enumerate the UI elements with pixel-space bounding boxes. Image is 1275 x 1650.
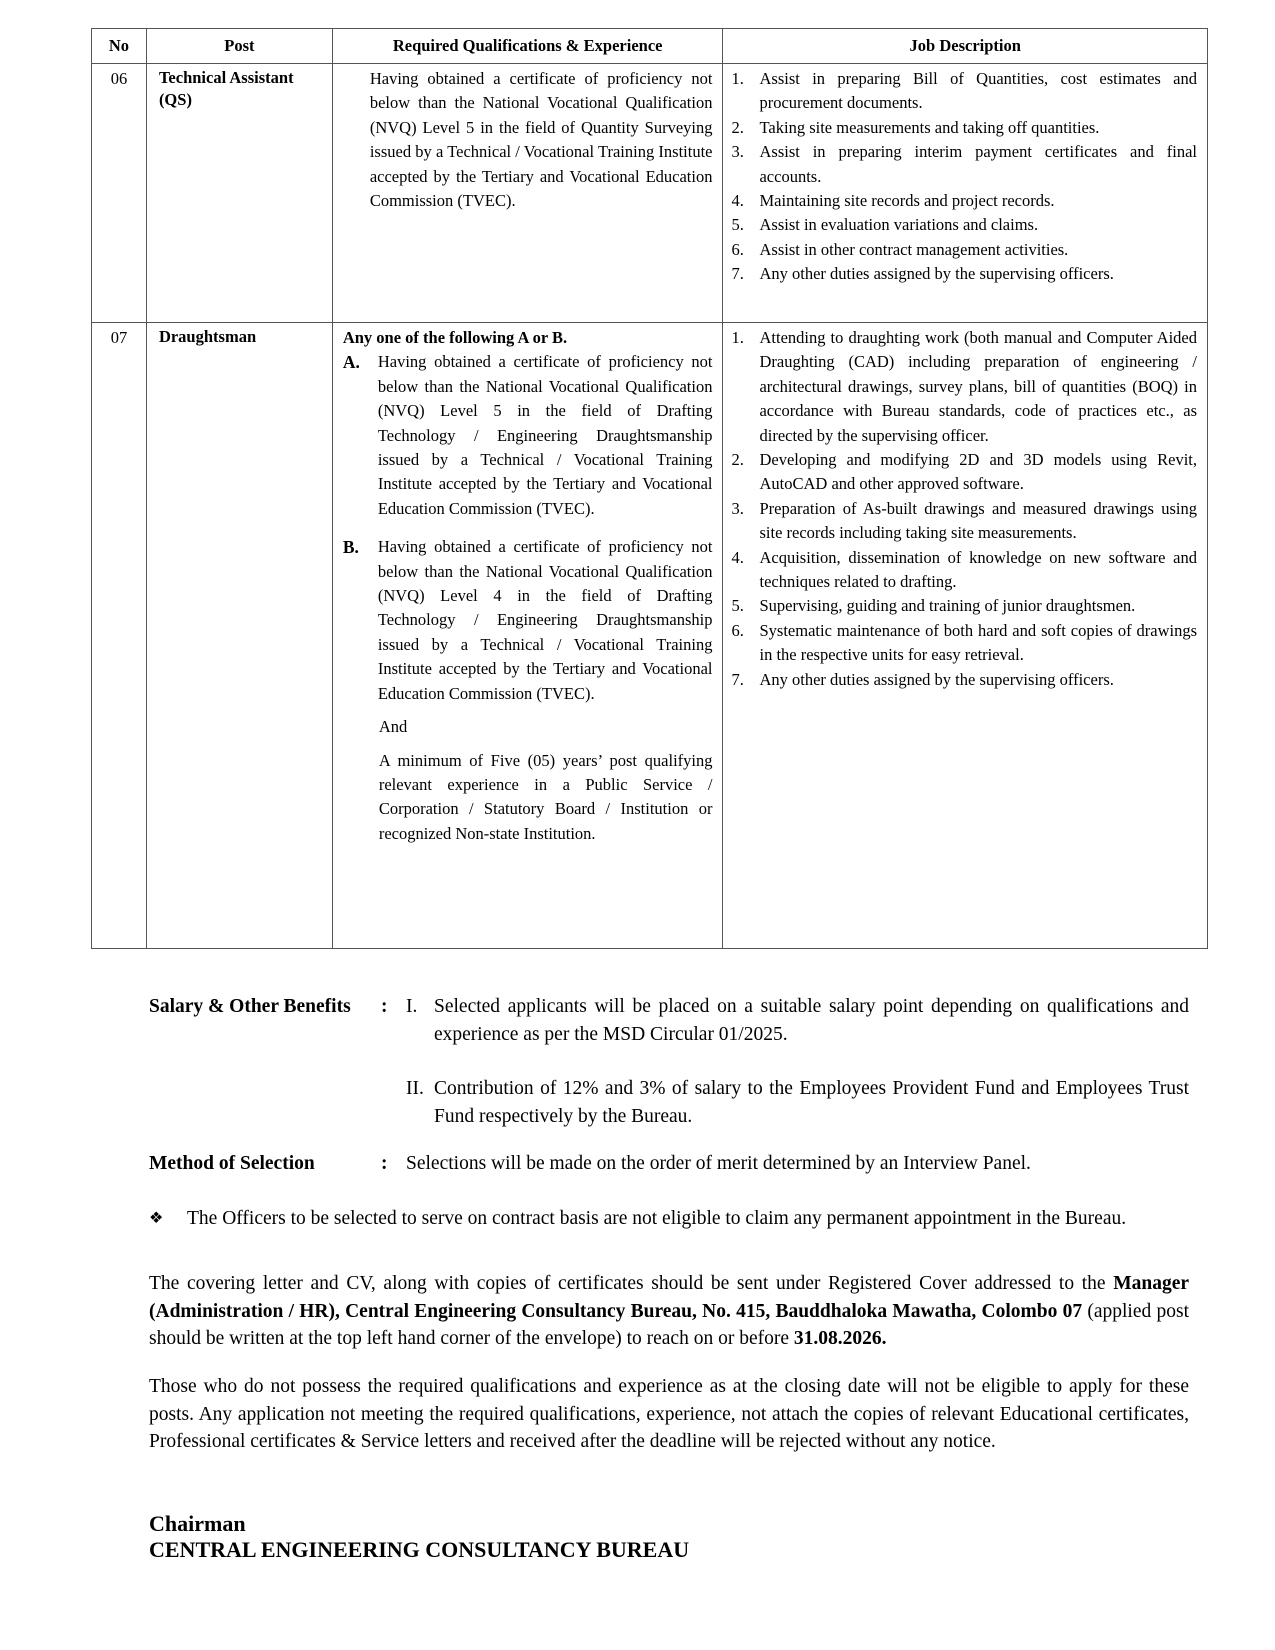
item-text: Taking site measurements and taking off quantities. bbox=[759, 117, 1100, 137]
qualification-heading: Any one of the following A or B. bbox=[342, 328, 568, 347]
selection-text: Selections will be made on the order of merit determined by an Interview Panel. bbox=[406, 1153, 1031, 1174]
row-number: 07 bbox=[92, 323, 147, 949]
qualification-cell bbox=[332, 64, 723, 323]
signature-org: CENTRAL ENGINEERING CONSULTANCY BUREAU bbox=[149, 1537, 690, 1562]
option-a bbox=[343, 350, 713, 521]
submission-text-2: (applied post should be written at the top left hand corner of the envelope) to reach on or before bbox=[149, 1300, 1189, 1349]
header-no: No bbox=[92, 29, 147, 64]
item-number: 2. bbox=[731, 450, 744, 470]
item-number: II. bbox=[406, 1078, 424, 1099]
selection-text-wrap bbox=[406, 1150, 1189, 1178]
item-text: Supervising, guiding and training of junior draughtsmen. bbox=[759, 596, 1136, 616]
item-text: Assist in evaluation variations and claims. bbox=[759, 215, 1039, 235]
header-qualifications: Required Qualifications & Experience bbox=[332, 29, 723, 64]
option-text: Having obtained a certificate of proficiency not below than the National Vocational Qualification (NVQ) Level 5 in the field of Drafting Technology / Engineering Draughtsmanship issued by a Technical / Vocational Training Institute accepted by the Tertiary and Vocational Education Commission (TVEC). bbox=[377, 352, 713, 518]
item-number: 4. bbox=[731, 191, 744, 211]
table-row bbox=[92, 64, 1208, 323]
item-number: 1. bbox=[731, 328, 744, 347]
item-text: Contribution of 12% and 3% of salary to the Employees Provident Fund and Employees Trust Fund respectively by the Bureau. bbox=[434, 1078, 1189, 1127]
submission-text-1: The covering letter and CV, along with copies of certificates should be sent under Registered Cover addressed to the bbox=[149, 1273, 1114, 1294]
list-item bbox=[731, 67, 1197, 116]
item-text: Assist in preparing interim payment certificates and final accounts. bbox=[759, 142, 1197, 186]
list-item bbox=[731, 546, 1197, 595]
and-connector: And bbox=[378, 717, 408, 737]
salary-item bbox=[406, 1075, 1189, 1130]
submission-address: Manager (Administration / HR), Central Engineering Consultancy Bureau, No. 415, Bauddhaloka Mawatha, Colombo 07 bbox=[149, 1273, 1189, 1322]
item-text: Any other duties assigned by the supervising officers. bbox=[759, 669, 1114, 689]
item-text: Maintaining site records and project records. bbox=[759, 191, 1055, 211]
list-item bbox=[731, 326, 1197, 448]
selection-label: Method of Selection bbox=[149, 1153, 315, 1174]
item-number: 6. bbox=[731, 239, 744, 259]
item-number: 6. bbox=[731, 620, 744, 640]
note-text: The Officers to be selected to serve on contract basis are not eligible to claim any permanent appointment in the Bureau. bbox=[187, 1208, 1127, 1229]
selection-colon: : bbox=[381, 1153, 388, 1174]
list-item bbox=[731, 594, 1197, 618]
salary-label: Salary & Other Benefits bbox=[149, 996, 351, 1017]
item-text: Attending to draughting work (both manual and Computer Aided Draughting (CAD) including preparation of engineering / architectural drawings, survey plans, bill of quantities (BOQ) in accordance with Bureau standards, code of practices etc., as directed by the supervising officer. bbox=[759, 328, 1197, 445]
list-item bbox=[731, 262, 1197, 286]
posts-table bbox=[91, 28, 1208, 949]
qualification-cell bbox=[332, 323, 723, 949]
qualification-text: Having obtained a certificate of proficiency not below than the National Vocational Qualification (NVQ) Level 5 in the field of Quantity Surveying issued by a Technical / Vocational Training Institute accepted by the Tertiary and Vocational Education Commission (TVEC). bbox=[369, 69, 713, 211]
post-title: Draughtsman bbox=[146, 323, 332, 949]
item-number: 5. bbox=[731, 215, 744, 235]
item-text: Acquisition, dissemination of knowledge on new software and techniques related to drafting. bbox=[759, 547, 1197, 592]
header-post: Post bbox=[146, 29, 332, 64]
experience-requirement: A minimum of Five (05) years’ post qualifying relevant experience in a Public Service / Corporation / Statutory Board / Institution or recognized Non-state Institution. bbox=[378, 750, 713, 843]
item-number: 3. bbox=[731, 498, 744, 518]
option-b bbox=[343, 535, 713, 706]
duties-list bbox=[731, 326, 1197, 692]
row-number: 06 bbox=[92, 64, 147, 323]
item-text: Preparation of As-built drawings and measured drawings using site records including taking site measurements. bbox=[759, 498, 1197, 543]
item-text: Developing and modifying 2D and 3D models using Revit, AutoCAD and other approved software. bbox=[759, 450, 1197, 494]
option-letter: A. bbox=[342, 352, 360, 373]
item-number: I. bbox=[406, 996, 418, 1017]
item-text: Assist in preparing Bill of Quantities, cost estimates and procurement documents. bbox=[759, 69, 1197, 113]
post-title: Technical Assistant (QS) bbox=[146, 64, 332, 323]
job-description-cell bbox=[723, 323, 1208, 949]
item-number: 5. bbox=[731, 596, 744, 616]
item-text: Any other duties assigned by the supervising officers. bbox=[759, 264, 1114, 284]
list-item bbox=[731, 189, 1197, 213]
table-header-row bbox=[92, 29, 1208, 64]
list-item bbox=[731, 497, 1197, 546]
signature-title: Chairman bbox=[149, 1511, 246, 1536]
item-number: 1. bbox=[731, 69, 744, 88]
list-item bbox=[731, 668, 1197, 692]
list-item bbox=[731, 619, 1197, 668]
option-letter: B. bbox=[342, 537, 359, 558]
list-item bbox=[731, 140, 1197, 189]
header-job-description: Job Description bbox=[723, 29, 1208, 64]
submission-paragraph bbox=[149, 1270, 1189, 1353]
option-text: Having obtained a certificate of proficiency not below than the National Vocational Qualification (NVQ) Level 4 in the field of Drafting Technology / Engineering Draughtsmanship issued by a Technical / Vocational Training Institute accepted by the Tertiary and Vocational Education Commission (TVEC). bbox=[377, 537, 713, 703]
item-number: 4. bbox=[731, 547, 744, 567]
item-text: Selected applicants will be placed on a suitable salary point depending on qualifications and experience as per the MSD Circular 01/2025. bbox=[434, 996, 1189, 1045]
duties-list bbox=[731, 67, 1197, 287]
submission-deadline: 31.08.2026. bbox=[793, 1328, 887, 1349]
item-number: 7. bbox=[731, 669, 744, 689]
list-item bbox=[731, 238, 1197, 262]
job-description-cell bbox=[723, 64, 1208, 323]
item-number: 3. bbox=[731, 142, 744, 162]
list-item bbox=[731, 448, 1197, 497]
contract-note bbox=[149, 1205, 1126, 1233]
item-number: 2. bbox=[731, 117, 744, 137]
diamond-bullet-icon: ❖ bbox=[149, 1210, 164, 1227]
list-item bbox=[731, 213, 1197, 237]
item-text: Systematic maintenance of both hard and soft copies of drawings in the respective units for easy retrieval. bbox=[759, 620, 1197, 665]
list-item bbox=[731, 116, 1197, 140]
salary-item bbox=[406, 993, 1189, 1048]
eligibility-paragraph: Those who do not possess the required qualifications and experience as at the closing date will not be eligible to apply for these posts. Any application not meeting the required qualifications, experience, not attach the copies of relevant Educational certificates, Professional certificates & Service letters and received after the deadline will be rejected without any notice. bbox=[149, 1376, 1189, 1452]
item-text: Assist in other contract management activities. bbox=[759, 239, 1069, 259]
item-number: 7. bbox=[731, 264, 744, 284]
salary-colon: : bbox=[381, 996, 388, 1017]
table-row bbox=[92, 323, 1208, 949]
